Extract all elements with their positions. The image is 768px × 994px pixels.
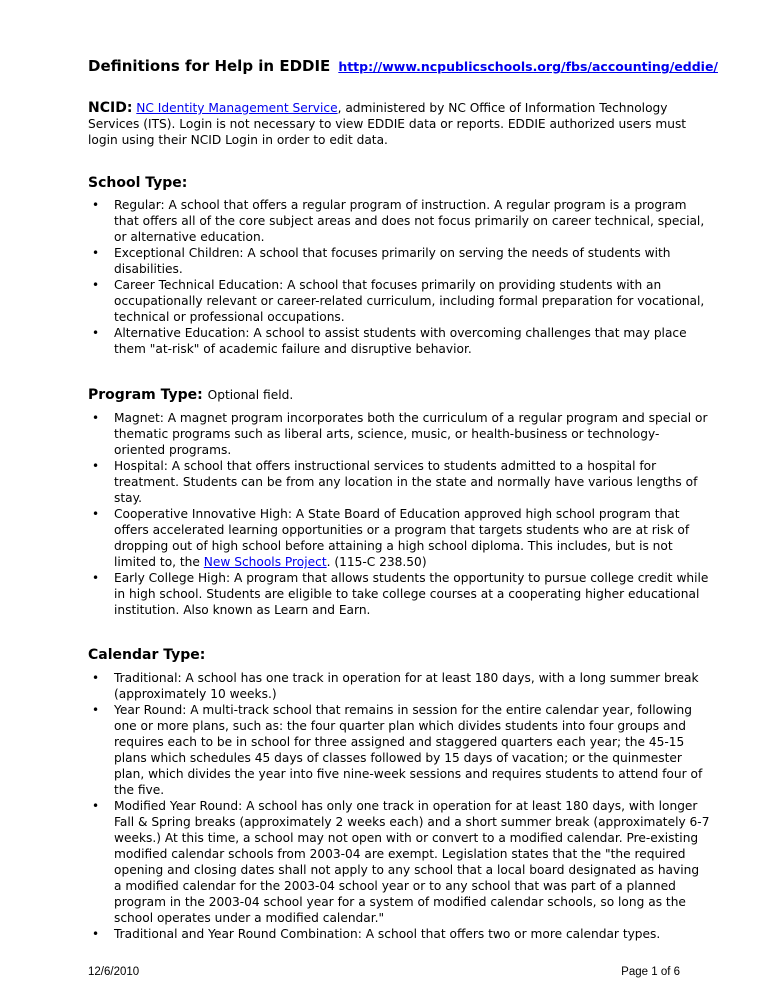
eddie-url-link[interactable]: http://www.ncpublicschools.org/fbs/accounting/eddie/ — [338, 59, 718, 74]
bullet-icon: • — [92, 927, 100, 941]
bullet-icon: • — [92, 459, 100, 473]
bullet-icon: • — [92, 198, 100, 212]
list-item: • Year Round: A multi-track school that remains in session for the entire calendar year, following one or more plans, such as: the four quarter plan which divides students into four groups and requires each to be in school for three assigned and staggered quarters each year; the 45-15 plans which schedules 45 days of classes followed by 15 days of vacation; or the quinmester plan, which divides the year into five nine-week sessions and requires students to attend four of the five. — [92, 703, 703, 797]
bullet-icon: • — [92, 571, 100, 585]
list-item: • Alternative Education: A school to assist students with overcoming challenges that may place them "at-risk" of academic failure and disruptive behavior. — [92, 326, 687, 356]
title-line — [88, 56, 718, 75]
bullet-icon: • — [92, 326, 100, 340]
list-item: • Early College High: A program that allows students the opportunity to pursue college credit while in high school. Students are eligible to take college courses at a cooperating higher educational institution. Also known as Learn and Earn. — [92, 571, 709, 617]
bullet-icon: • — [92, 671, 100, 685]
program-type-heading: Program Type: Optional field. — [88, 387, 294, 403]
optional-note: Optional field. — [207, 388, 294, 402]
new-schools-project-link[interactable]: New Schools Project — [203, 555, 327, 569]
page-title: Definitions for Help in EDDIE — [88, 57, 331, 75]
list-item: • Traditional: A school has one track in operation for at least 180 days, with a long summer break (approximately 10 weeks.) — [92, 671, 699, 701]
list-item: • Hospital: A school that offers instructional services to students admitted to a hospital for treatment. Students can be from any location in the state and normally have various lengths of stay. — [92, 459, 698, 505]
program-type-list — [88, 410, 710, 618]
list-item: • Career Technical Education: A school that focuses primarily on providing students with an occupationally relevant or career-related curriculum, including formal preparation for vocational, technical or professional occupations. — [92, 278, 705, 324]
bullet-icon: • — [92, 411, 100, 425]
footer-date: 12/6/2010 — [88, 966, 140, 978]
calendar-type-list — [88, 670, 710, 942]
calendar-type-heading: Calendar Type: — [88, 647, 206, 663]
list-item: • Magnet: A magnet program incorporates both the curriculum of a regular program and special or thematic programs such as liberal arts, science, music, or health-business or technology-oriented programs. — [92, 411, 708, 457]
nc-identity-link[interactable]: NC Identity Management Service — [136, 101, 338, 115]
list-item: • Traditional and Year Round Combination: A school that offers two or more calendar types. — [92, 927, 661, 941]
school-type-heading: School Type: — [88, 175, 188, 191]
footer-page-number: Page 1 of 6 — [621, 966, 680, 978]
list-item: • Exceptional Children: A school that focuses primarily on serving the needs of students with disabilities. — [92, 246, 671, 276]
list-item: • Cooperative Innovative High: A State Board of Education approved high school program that offers accelerated learning opportunities or a program that targets students who are at risk of dropping out of high school before attaining a high school diploma. This includes, but is not limited to, the New Schools Project. (115-C 238.50) — [92, 507, 690, 569]
list-item: • Regular: A school that offers a regular program of instruction. A regular program is a program that offers all of the core subject areas and does not focus primarily on career technical, special, or alternative education. — [92, 198, 705, 244]
ncid-label: NCID: — [88, 100, 133, 116]
bullet-icon: • — [92, 507, 100, 521]
school-type-list — [88, 197, 710, 357]
bullet-icon: • — [92, 799, 100, 813]
bullet-icon: • — [92, 278, 100, 292]
bullet-icon: • — [92, 703, 100, 717]
list-item: • Modified Year Round: A school has only one track in operation for at least 180 days, with longer Fall & Spring breaks (approximately 2 weeks each) and a short summer break (approximately 6-7 weeks.) At this time, a school may not open with or convert to a modified calendar. Pre-existing modified calendar schools from 2003-04 are exempt. Legislation states that the "the required opening and closing dates shall not apply to any school that a local board designated as having a modified calendar for the 2003-04 school year or to any school that was part of a planned program in the 2003-04 school year for a system of modified calendar schools, so long as the school operates under a modified calendar." — [92, 799, 710, 925]
bullet-icon: • — [92, 246, 100, 260]
ncid-paragraph — [88, 100, 688, 148]
ncid-text: , administered by NC Office of Information Technology Services (ITS). Login is not necessary to view EDDIE data or reports. EDDIE authorized users must login using their NCID Login in order to edit data. — [88, 101, 687, 147]
